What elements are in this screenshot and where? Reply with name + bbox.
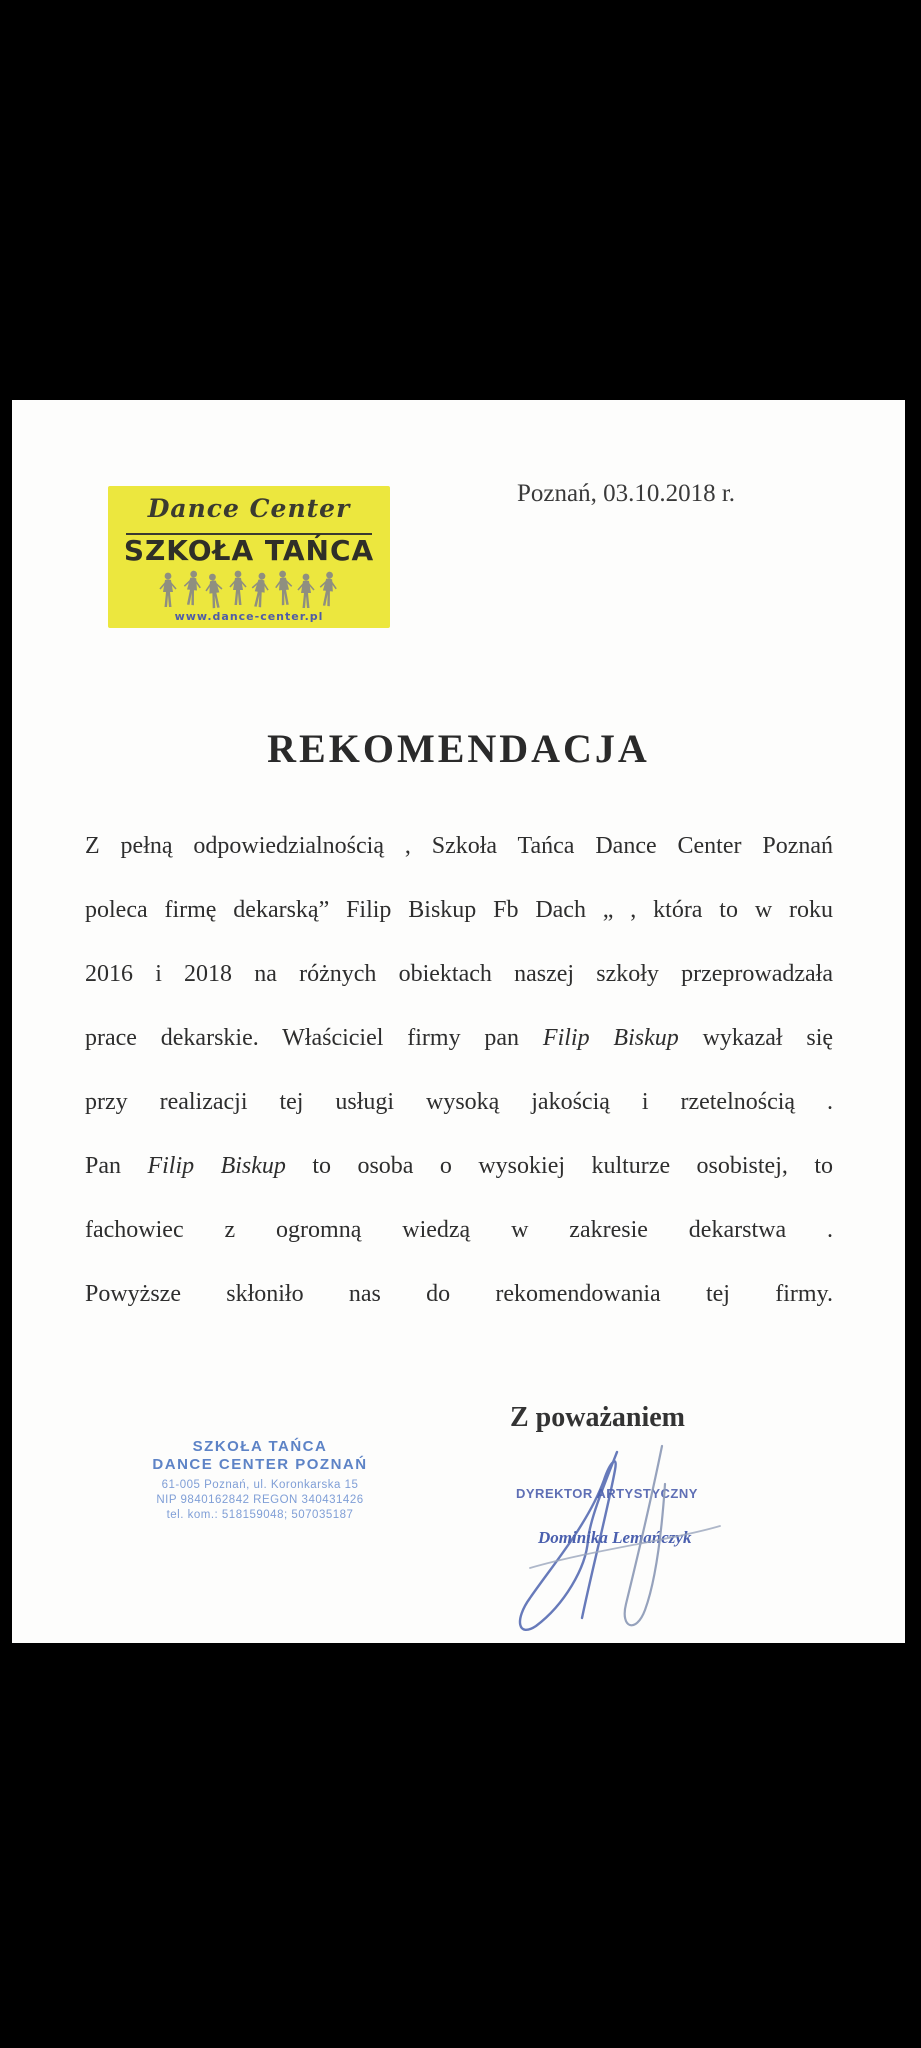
body-segment: to osoba o wysokiej kulturze osobistej, to bbox=[312, 1153, 833, 1179]
city-date-line: Poznań, 03.10.2018 r. bbox=[517, 480, 736, 507]
school-logo bbox=[108, 486, 390, 628]
stamp-phones: tel. kom.: 518159048; 507035187 bbox=[166, 1509, 354, 1521]
body-line: 2016 i 2018 na różnych obiektach naszej szkoły przeprowadzała bbox=[85, 961, 833, 987]
document-page bbox=[12, 400, 905, 1643]
body-line: Powyższe skłoniło nas do rekomendowania tej firmy. bbox=[85, 1281, 833, 1307]
signature-name-stamp: Dominika Lemańczyk bbox=[538, 1528, 692, 1547]
stamp-address: 61-005 Poznań, ul. Koronkarska 15 bbox=[161, 1479, 359, 1491]
body-segment: wykazał się bbox=[702, 1025, 834, 1051]
stamp-school-name: SZKOŁA TAŃCA bbox=[192, 1438, 328, 1455]
body-segment-italic: Filip Biskup bbox=[147, 1153, 286, 1179]
signature-role-stamp: DYREKTOR ARTYSTYCZNY bbox=[516, 1486, 698, 1501]
dancers-silhouette-icon bbox=[154, 570, 344, 610]
company-stamp bbox=[110, 1438, 410, 1523]
body-line: fachowiec z ogromną wiedzą w zakresie dekarstwa . bbox=[85, 1217, 833, 1243]
body-segment: prace dekarskie. Właściciel firmy pan bbox=[85, 1025, 520, 1051]
closing-salutation: Z poważaniem bbox=[510, 1402, 685, 1433]
logo-script-name: Dance Center bbox=[147, 494, 351, 523]
logo-school-name: SZKOŁA TAŃCA bbox=[123, 534, 375, 567]
letter-body bbox=[85, 832, 833, 1344]
body-line: Z pełną odpowiedzialnością , Szkoła Tańca Dance Center Poznań bbox=[85, 833, 833, 859]
logo-website: www.dance-center.pl bbox=[174, 610, 324, 623]
body-line: przy realizacji tej usługi wysoką jakością i rzetelnością . bbox=[85, 1089, 833, 1115]
body-line bbox=[85, 1152, 833, 1216]
body-line bbox=[85, 1024, 833, 1088]
stamp-company-name: DANCE CENTER POZNAŃ bbox=[152, 1456, 368, 1473]
body-line: poleca firmę dekarską” Filip Biskup Fb Dach „ , która to w roku bbox=[85, 897, 833, 923]
body-segment: Pan bbox=[85, 1153, 121, 1179]
body-segment-italic: Filip Biskup bbox=[542, 1025, 679, 1051]
document-title: REKOMENDACJA bbox=[267, 726, 650, 771]
stamp-nip-regon: NIP 9840162842 REGON 340431426 bbox=[156, 1494, 364, 1506]
